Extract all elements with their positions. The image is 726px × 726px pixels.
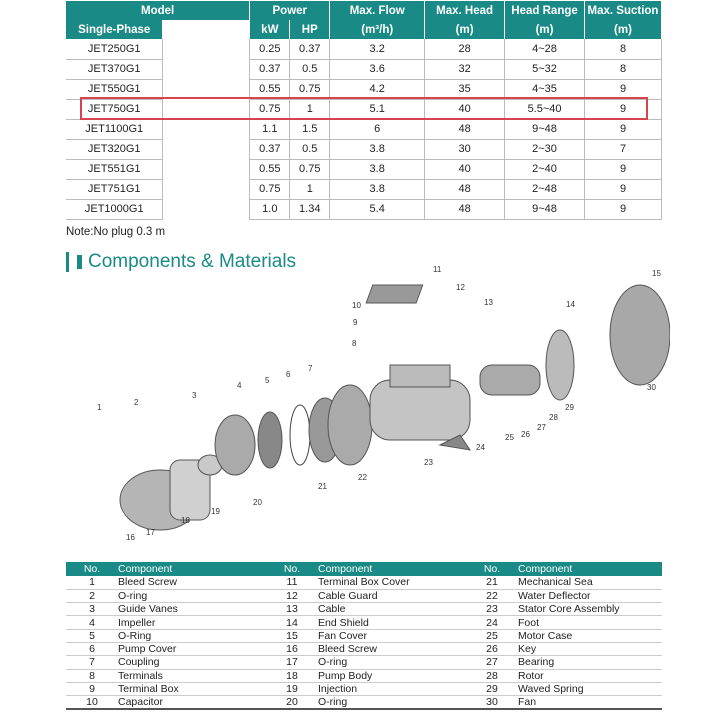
head-unit: (m) — [425, 20, 505, 39]
spec-cell: 9 — [585, 159, 662, 179]
model-header: Model — [66, 1, 250, 20]
spec-cell: JET320G1 — [66, 139, 163, 159]
part-name: Coupling — [118, 656, 266, 669]
callout-label: 14 — [566, 300, 575, 309]
part-number: 5 — [66, 629, 118, 642]
callout-label: 13 — [484, 298, 493, 307]
spec-cell: JET550G1 — [66, 79, 163, 99]
blank-cell — [163, 79, 250, 99]
spec-cell: 0.37 — [290, 39, 330, 59]
callout-label: 3 — [192, 391, 197, 400]
blank-cell — [163, 159, 250, 179]
part-number: 3 — [66, 603, 118, 616]
part-name: Stator Core Assembly — [518, 603, 662, 616]
part-number: 4 — [66, 616, 118, 629]
hp-header: HP — [290, 20, 330, 39]
part-number: 12 — [266, 589, 318, 602]
no-header: No. — [66, 562, 118, 576]
part-number: 16 — [266, 642, 318, 655]
spec-cell: 9 — [585, 119, 662, 139]
spec-cell: 32 — [425, 59, 505, 79]
spec-cell: 1.1 — [250, 119, 290, 139]
part-number: 25 — [466, 629, 518, 642]
callout-label: 8 — [352, 339, 357, 348]
spec-cell: 9 — [585, 179, 662, 199]
spec-cell: 1.0 — [250, 199, 290, 219]
blank-cell — [163, 179, 250, 199]
blank-cell — [163, 39, 250, 59]
spec-cell: 0.75 — [290, 79, 330, 99]
part-number: 24 — [466, 616, 518, 629]
spec-cell: 0.5 — [290, 59, 330, 79]
part-name: Water Deflector — [518, 589, 662, 602]
part-name: Rotor — [518, 669, 662, 682]
parts-row — [66, 603, 662, 616]
callout-label: 29 — [565, 403, 574, 412]
spec-row — [66, 59, 662, 79]
parts-row — [66, 629, 662, 642]
callout-label: 11 — [433, 265, 442, 274]
spec-row — [66, 119, 662, 139]
callout-label: 4 — [237, 381, 242, 390]
blank-cell — [163, 199, 250, 219]
note-text: Note:No plug 0.3 m — [66, 226, 166, 238]
spec-cell: JET250G1 — [66, 39, 163, 59]
spec-cell: 4.2 — [330, 79, 425, 99]
blank-cell — [163, 119, 250, 139]
callout-label: 9 — [353, 318, 358, 327]
callout-label: 27 — [537, 423, 546, 432]
parts-row — [66, 669, 662, 682]
spec-cell: 0.5 — [290, 139, 330, 159]
part-name: Fan Cover — [318, 629, 466, 642]
spec-cell: JET751G1 — [66, 179, 163, 199]
highlight-box — [80, 97, 648, 120]
part-number: 15 — [266, 629, 318, 642]
blank-cell — [163, 59, 250, 79]
part-name: O-ring — [318, 696, 466, 710]
spec-cell: 9 — [585, 199, 662, 219]
flow-header: Max. Flow — [330, 1, 425, 20]
section-title-text: Components & Materials — [88, 251, 297, 272]
part-number: 30 — [466, 696, 518, 710]
part-number: 9 — [66, 682, 118, 695]
callout-label: 22 — [358, 473, 367, 482]
part-name: Terminals — [118, 669, 266, 682]
part-name: End Shield — [318, 616, 466, 629]
component-header: Component — [318, 562, 466, 576]
callout-label: 25 — [505, 433, 514, 442]
callout-label: 6 — [286, 370, 291, 379]
flow-unit: (m³/h) — [330, 20, 425, 39]
callout-label: 19 — [211, 507, 220, 516]
spec-row — [66, 79, 662, 99]
parts-row — [66, 589, 662, 602]
power-header: Power — [250, 1, 330, 20]
spec-cell: 0.75 — [250, 179, 290, 199]
part-number: 22 — [466, 589, 518, 602]
range-unit: (m) — [505, 20, 585, 39]
spec-cell: 0.75 — [290, 159, 330, 179]
callout-label: 21 — [318, 482, 327, 491]
spec-cell: 3.8 — [330, 139, 425, 159]
callout-label: 28 — [549, 413, 558, 422]
spec-cell: 35 — [425, 79, 505, 99]
part-name: Terminal Box — [118, 682, 266, 695]
part-number: 7 — [66, 656, 118, 669]
part-name: Foot — [518, 616, 662, 629]
part-number: 14 — [266, 616, 318, 629]
exploded-pump-diagram — [60, 265, 670, 555]
part-name: O-ring — [318, 656, 466, 669]
spec-cell: 48 — [425, 119, 505, 139]
callout-label: 15 — [652, 269, 661, 278]
part-name: Bearing — [518, 656, 662, 669]
part-number: 8 — [66, 669, 118, 682]
part-number: 21 — [466, 576, 518, 589]
spec-cell: 2~30 — [505, 139, 585, 159]
spec-cell: 5.1 — [330, 99, 425, 119]
no-header: No. — [466, 562, 518, 576]
spec-cell: 0.75 — [250, 99, 290, 119]
part-number: 28 — [466, 669, 518, 682]
callout-label: 24 — [476, 443, 485, 452]
spec-row — [66, 39, 662, 59]
spec-cell: 2~48 — [505, 179, 585, 199]
part-number: 11 — [266, 576, 318, 589]
part-name: Bleed Screw — [318, 642, 466, 655]
callout-label: 7 — [308, 364, 313, 373]
spec-row — [66, 159, 662, 179]
spec-cell: 5.5~40 — [505, 99, 585, 119]
part-name: O-Ring — [118, 629, 266, 642]
callout-label: 17 — [146, 528, 155, 537]
spec-cell: 28 — [425, 39, 505, 59]
spec-cell: 0.37 — [250, 139, 290, 159]
spec-cell: 9~48 — [505, 119, 585, 139]
part-number: 10 — [66, 696, 118, 710]
part-name: Impeller — [118, 616, 266, 629]
callout-label: 18 — [181, 516, 190, 525]
head-header: Max. Head — [425, 1, 505, 20]
callout-label: 16 — [126, 533, 135, 542]
part-name: Pump Body — [318, 669, 466, 682]
spec-cell: JET750G1 — [66, 99, 163, 119]
parts-row — [66, 576, 662, 589]
part-name: Waved Spring — [518, 682, 662, 695]
part-name: Guide Vanes — [118, 603, 266, 616]
part-name: Terminal Box Cover — [318, 576, 466, 589]
component-header: Component — [518, 562, 662, 576]
callout-label: 20 — [253, 498, 262, 507]
spec-cell: 1 — [290, 99, 330, 119]
part-number: 13 — [266, 603, 318, 616]
suction-header: Max. Suction — [585, 1, 662, 20]
part-number: 27 — [466, 656, 518, 669]
callout-label: 1 — [97, 403, 102, 412]
range-header: Head Range — [505, 1, 585, 20]
callout-label: 26 — [521, 430, 530, 439]
part-number: 26 — [466, 642, 518, 655]
spec-cell: 5~32 — [505, 59, 585, 79]
spec-cell: JET551G1 — [66, 159, 163, 179]
part-number: 17 — [266, 656, 318, 669]
callout-label: 10 — [352, 301, 361, 310]
spec-cell: 40 — [425, 99, 505, 119]
spec-cell: 6 — [330, 119, 425, 139]
spec-cell: 3.2 — [330, 39, 425, 59]
part-name: Bleed Screw — [118, 576, 266, 589]
parts-table — [66, 562, 662, 710]
spec-cell: 3.8 — [330, 159, 425, 179]
spec-cell: 0.55 — [250, 159, 290, 179]
spec-cell: 9 — [585, 99, 662, 119]
spec-cell: 30 — [425, 139, 505, 159]
part-name: Cable Guard — [318, 589, 466, 602]
part-name: Injection — [318, 682, 466, 695]
spec-cell: 0.37 — [250, 59, 290, 79]
part-number: 29 — [466, 682, 518, 695]
spec-cell: 48 — [425, 199, 505, 219]
callout-label: 30 — [647, 383, 656, 392]
parts-row — [66, 642, 662, 655]
component-header: Component — [118, 562, 266, 576]
spec-cell: 8 — [585, 59, 662, 79]
spec-cell: 5.4 — [330, 199, 425, 219]
spec-row — [66, 139, 662, 159]
spec-cell: JET1000G1 — [66, 199, 163, 219]
spec-cell: JET370G1 — [66, 59, 163, 79]
parts-row — [66, 696, 662, 710]
part-name: Fan — [518, 696, 662, 710]
spec-cell: 48 — [425, 179, 505, 199]
callout-label: 23 — [424, 458, 433, 467]
spec-cell: 9 — [585, 79, 662, 99]
part-number: 2 — [66, 589, 118, 602]
spec-cell: 2~40 — [505, 159, 585, 179]
parts-row — [66, 682, 662, 695]
part-name: Capacitor — [118, 696, 266, 710]
blank-cell — [163, 20, 250, 39]
callout-label: 2 — [134, 398, 139, 407]
spec-cell: 4~35 — [505, 79, 585, 99]
spec-cell: 0.25 — [250, 39, 290, 59]
part-number: 6 — [66, 642, 118, 655]
part-number: 18 — [266, 669, 318, 682]
parts-row — [66, 656, 662, 669]
part-name: Mechanical Sea — [518, 576, 662, 589]
blank-cell — [163, 139, 250, 159]
callout-label: 12 — [456, 283, 465, 292]
spec-cell: 1.5 — [290, 119, 330, 139]
part-name: Cable — [318, 603, 466, 616]
no-header: No. — [266, 562, 318, 576]
spec-cell: 3.6 — [330, 59, 425, 79]
phase-header: Single-Phase — [66, 20, 163, 39]
kw-header: kW — [250, 20, 290, 39]
spec-cell: 1.34 — [290, 199, 330, 219]
part-number: 20 — [266, 696, 318, 710]
spec-cell: 3.8 — [330, 179, 425, 199]
part-number: 1 — [66, 576, 118, 589]
spec-cell: 40 — [425, 159, 505, 179]
spec-cell: 8 — [585, 39, 662, 59]
suction-unit: (m) — [585, 20, 662, 39]
part-name: Pump Cover — [118, 642, 266, 655]
part-number: 19 — [266, 682, 318, 695]
part-number: 23 — [466, 603, 518, 616]
spec-cell: 1 — [290, 179, 330, 199]
spec-cell: 9~48 — [505, 199, 585, 219]
parts-row — [66, 616, 662, 629]
spec-cell: 4~28 — [505, 39, 585, 59]
spec-cell: 7 — [585, 139, 662, 159]
spec-cell: 0.55 — [250, 79, 290, 99]
part-name: Key — [518, 642, 662, 655]
callout-label: 5 — [265, 376, 270, 385]
spec-cell: JET1100G1 — [66, 119, 163, 139]
part-name: Motor Case — [518, 629, 662, 642]
spec-row — [66, 179, 662, 199]
part-name: O-ring — [118, 589, 266, 602]
spec-row — [66, 199, 662, 219]
